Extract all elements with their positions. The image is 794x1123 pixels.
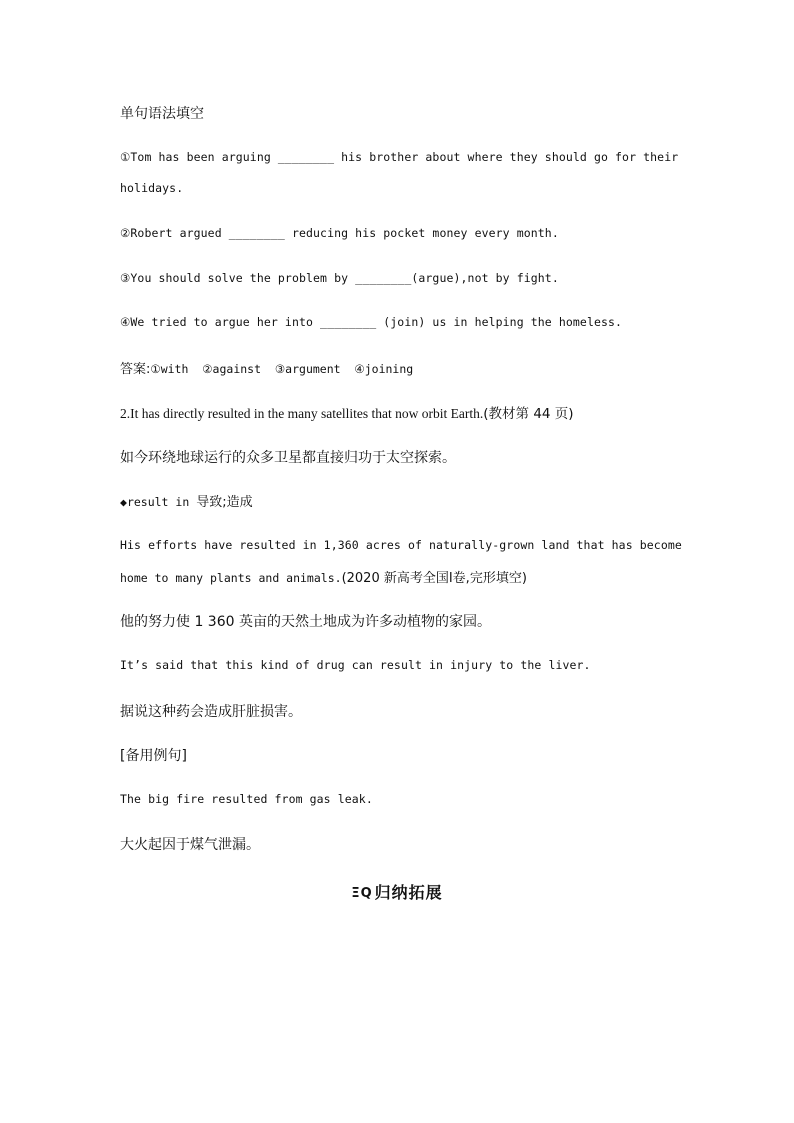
phrase-term: result in: [126, 495, 190, 509]
phrase-line: [120, 491, 253, 510]
example-2-english: It’s said that this kind of drug can result in injury to the liver.: [120, 658, 591, 672]
item-2-english: 2.It has directly resulted in the many satellites that now orbit Earth.: [120, 406, 484, 421]
exercise-1-line-1: ①Tom has been arguing ________ his brother about where they should go for their: [120, 150, 679, 164]
exercise-1-line-2: holidays.: [120, 181, 184, 195]
summary-heading-text: 归纳拓展: [374, 883, 443, 902]
example-1-source: (2020 新高考全国Ⅰ卷,完形填空): [341, 571, 527, 586]
answers-line: [120, 358, 413, 377]
exercise-4: ④We tried to argue her into ________ (join) us in helping the homeless.: [120, 315, 623, 329]
backup-english: The big fire resulted from gas leak.: [120, 792, 373, 806]
example-1-line-1: His efforts have resulted in 1,360 acres of naturally-grown land that has become: [120, 538, 682, 552]
diamond-bullet-icon: ◆: [120, 495, 127, 509]
answers-label: 答案:: [120, 362, 151, 377]
example-1-english-end: home to many plants and animals.: [120, 571, 342, 585]
example-1-line-2: [120, 567, 527, 586]
example-2-translation: 据说这种药会造成肝脏损害。: [120, 704, 302, 720]
phrase-meaning: 导致;造成: [196, 495, 253, 510]
item-2-sentence: [120, 402, 574, 422]
summary-heading: [0, 880, 794, 903]
example-1-translation: 他的努力使 1 360 英亩的天然土地成为许多动植物的家园。: [120, 614, 491, 630]
item-2-translation: 如今环绕地球运行的众多卫星都直接归功于太空探索。: [120, 450, 456, 466]
exercise-2: ②Robert argued ________ reducing his pocket money every month.: [120, 226, 559, 240]
item-2-source: (教材第 44 页): [483, 406, 574, 422]
backup-label: [备用例句]: [120, 748, 187, 764]
exercise-3: ③You should solve the problem by ________(argue),not by fight.: [120, 271, 559, 285]
backup-translation: 大火起因于煤气泄漏。: [120, 837, 260, 853]
answers-text: ①with ②against ③argument ④joining: [150, 362, 414, 376]
section-title: 单句语法填空: [120, 106, 204, 122]
list-search-icon: ΞQ: [351, 886, 373, 901]
